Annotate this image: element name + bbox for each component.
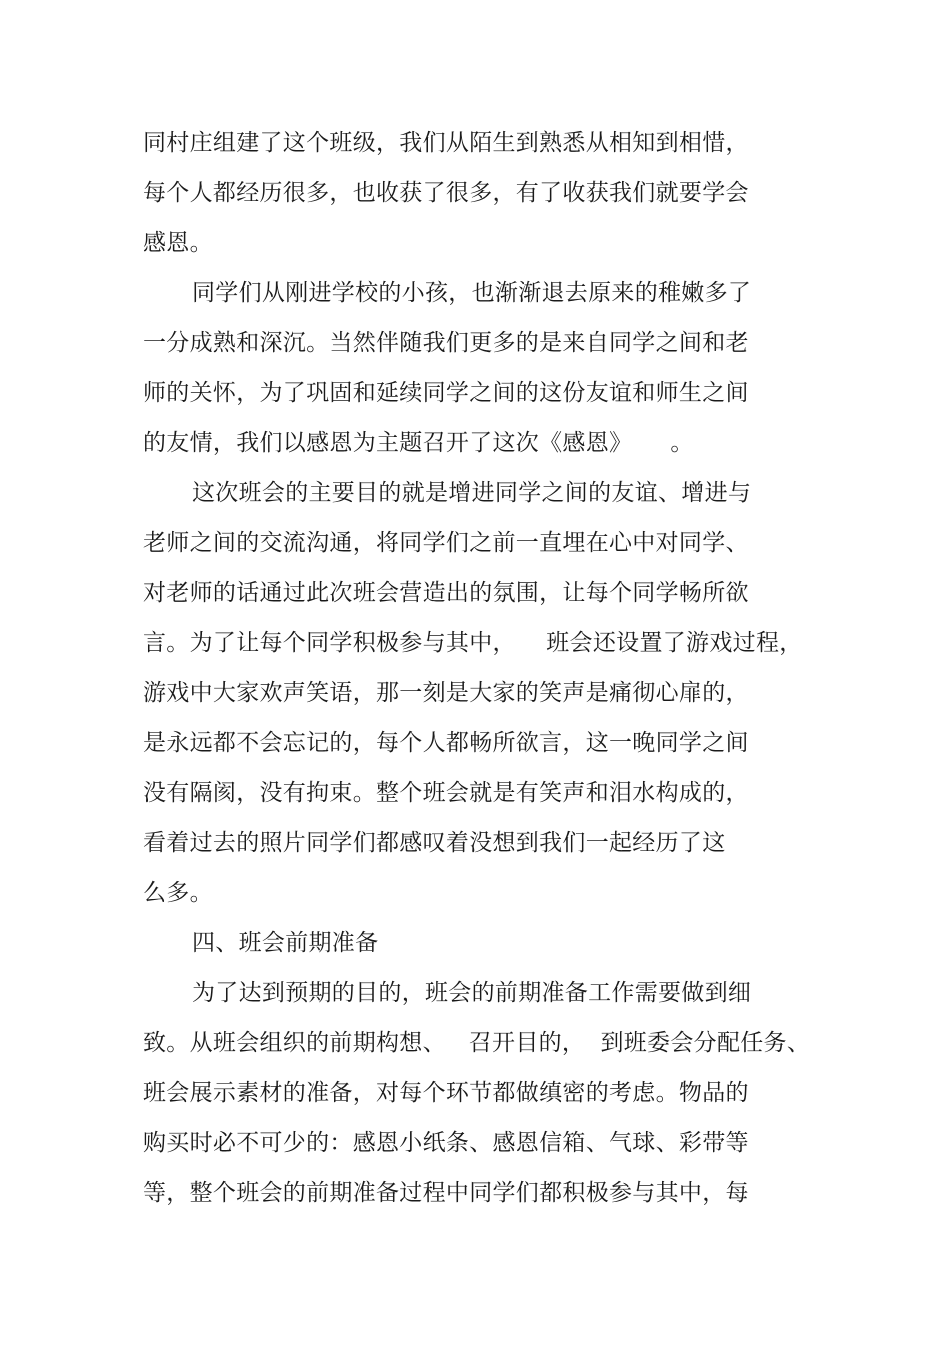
text-line: 每个人都经历很多，也收获了很多，有了收获我们就要学会 [143,180,749,206]
text-line: 一分成熟和深沉。当然伴随我们更多的是来自同学之间和老 [143,330,749,356]
text-line: 言。为了让每个同学积极参与其中， 班会还设置了游戏过程， [143,630,803,656]
text-line: 么多。 [143,880,213,906]
text-line: 师的关怀，为了巩固和延续同学之间的这份友谊和师生之间 [143,380,749,406]
text-line: 同村庄组建了这个班级，我们从陌生到熟悉从相知到相惜， [143,130,749,156]
section-heading: 四、班会前期准备 [192,930,379,956]
paragraph-start-line: 同学们从刚进学校的小孩，也渐渐退去原来的稚嫩多了 [192,280,752,306]
text-line: 的友情，我们以感恩为主题召开了这次《感恩》 。 [143,430,694,456]
text-line: 没有隔阂，没有拘束。整个班会就是有笑声和泪水构成的， [143,780,749,806]
paragraph-start-line: 为了达到预期的目的，班会的前期准备工作需要做到细 [192,980,752,1006]
text-line: 班会展示素材的准备，对每个环节都做缜密的考虑。物品的 [143,1080,749,1106]
text-line: 对老师的话通过此次班会营造出的氛围，让每个同学畅所欲 [143,580,749,606]
text-line: 购买时必不可少的：感恩小纸条、感恩信箱、气球、彩带等 [143,1130,749,1156]
text-line: 等，整个班会的前期准备过程中同学们都积极参与其中，每 [143,1180,749,1206]
text-line: 致。从班会组织的前期构想、 召开目的， 到班委会分配任务、 [143,1030,811,1056]
paragraph-start-line: 这次班会的主要目的就是增进同学之间的友谊、增进与 [192,480,752,506]
text-line: 感恩。 [143,230,213,256]
text-line: 老师之间的交流沟通，将同学们之前一直埋在心中对同学、 [143,530,749,556]
text-line: 是永远都不会忘记的，每个人都畅所欲言，这一晚同学之间 [143,730,749,756]
text-line: 看着过去的照片同学们都感叹着没想到我们一起经历了这 [143,830,726,856]
text-line: 游戏中大家欢声笑语，那一刻是大家的笑声是痛彻心扉的， [143,680,749,706]
